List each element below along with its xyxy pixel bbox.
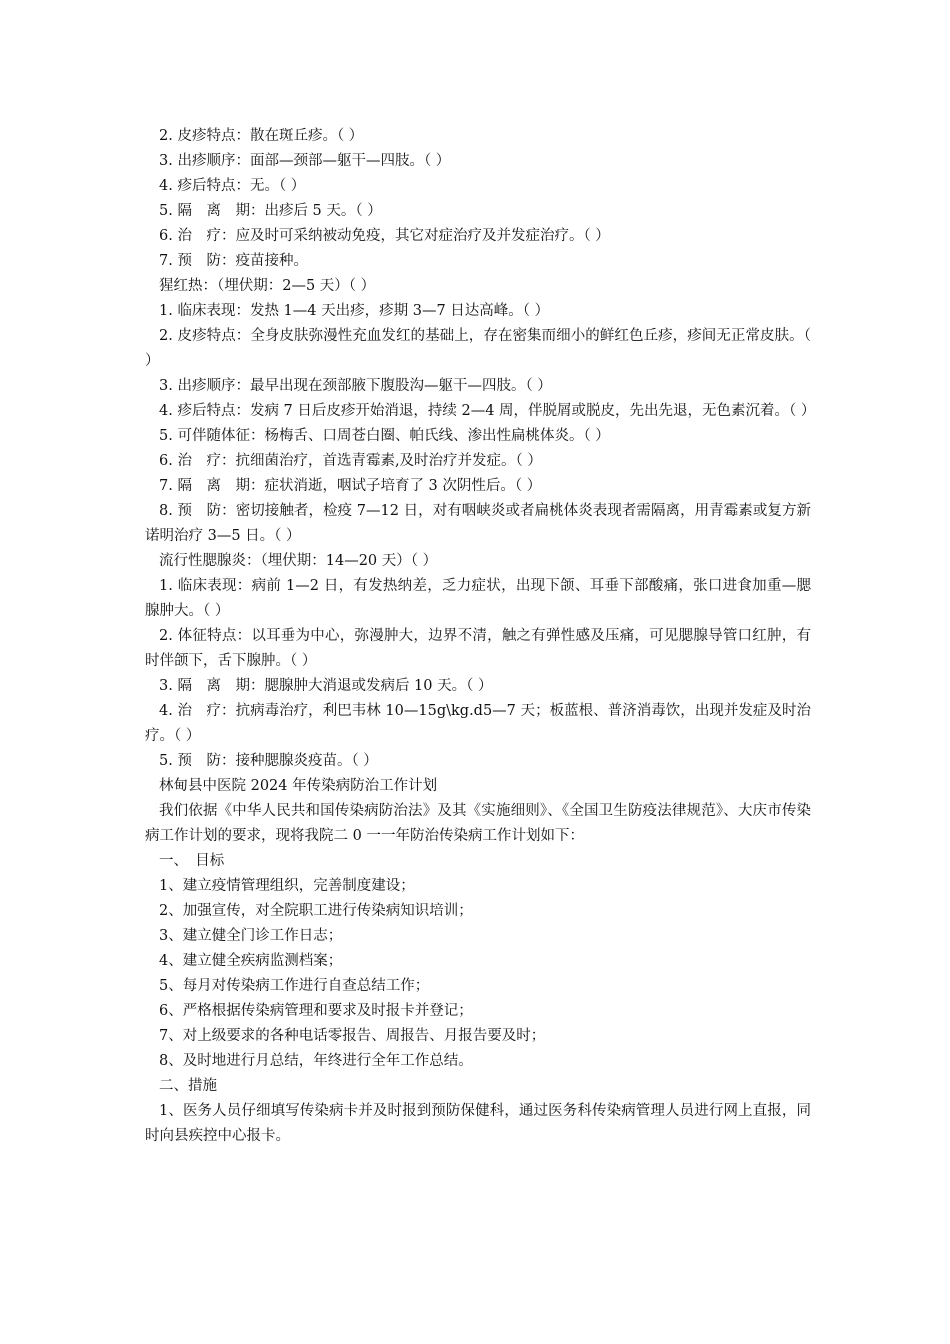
list-item: 4、建立健全疾病监测档案； <box>159 953 343 969</box>
paragraph: 我们依据《中华人民共和国传染病防治法》及其《实施细则》、《全国卫生防疫法律规范》、大庆市传染病工作计划的要求，现将我院二 0 一一年防治传染病工作计划如下： <box>145 803 811 844</box>
section-heading: 二、措施 <box>159 1078 217 1094</box>
section-heading: 流行性腮腺炎：（埋伏期：14—20 天）（ ） <box>159 553 438 569</box>
paragraph: 4. 疹后特点：发病 7 日后皮疹开始消退，持续 2—4 周，伴脱屑或脱皮，先出先退，无色素沉着。（ ） <box>159 403 816 419</box>
document-title: 林甸县中医院 2024 年传染病防治工作计划 <box>159 778 438 794</box>
paragraph: 6. 治 疗：抗细菌治疗，首选青霉素,及时治疗并发症。（ ） <box>159 453 542 469</box>
paragraph: 2. 体征特点：以耳垂为中心，弥漫肿大，边界不清，触之有弹性感及压痛，可见腮腺导管口红肿，有时伴颌下，舌下腺肿。（ ） <box>145 628 811 669</box>
list-item: 7、对上级要求的各种电话零报告、周报告、月报告要及时； <box>159 1028 546 1044</box>
paragraph: 1. 临床表现：病前 1—2 日，有发热纳差，乏力症状，出现下颌、耳垂下部酸痛，张口进食加重—腮腺肿大。（ ） <box>145 578 811 619</box>
paragraph: 4. 治 疗：抗病毒治疗，利巴韦林 10—15g\kg.d5—7 天；板蓝根、普济消毒饮，出现并发症及时治疗。（ ） <box>145 703 811 744</box>
paragraph: 7. 隔 离 期：症状消逝，咽试子培育了 3 次阴性后。（ ） <box>159 478 542 494</box>
section-heading: 猩红热：（埋伏期：2—5 天）（ ） <box>159 278 376 294</box>
list-item: 5、每月对传染病工作进行自查总结工作； <box>159 978 430 994</box>
list-item: 3、建立健全门诊工作日志； <box>159 928 343 944</box>
list-item: 1、建立疫情管理组织，完善制度建设； <box>159 878 415 894</box>
paragraph: 5. 可伴随体征：杨梅舌、口周苍白圈、帕氏线、渗出性扁桃体炎。（ ） <box>159 428 610 444</box>
list-item: 2、加强宣传，对全院职工进行传染病知识培训； <box>159 903 473 919</box>
list-item: 1、医务人员仔细填写传染病卡并及时报到预防保健科，通过医务科传染病管理人员进行网上直报，同时向县疾控中心报卡。 <box>145 1103 811 1144</box>
paragraph: 5. 隔 离 期：出疹后 5 天。（ ） <box>159 203 382 219</box>
paragraph: 3. 隔 离 期：腮腺肿大消退或发病后 10 天。（ ） <box>159 678 493 694</box>
document-body <box>145 124 816 1149</box>
section-heading: 一、 目标 <box>159 853 225 869</box>
paragraph: 6. 治 疗：应及时可采纳被动免疫，其它对症治疗及并发症治疗。（ ） <box>159 228 610 244</box>
paragraph: 3. 出疹顺序：面部—颈部—躯干—四肢。（ ） <box>159 153 451 169</box>
paragraph: 7. 预 防：疫苗接种。 <box>159 253 308 269</box>
paragraph: 2. 皮疹特点：散在斑丘疹。（ ） <box>159 128 364 144</box>
paragraph: 4. 疹后特点：无。（ ） <box>159 178 306 194</box>
paragraph: 2. 皮疹特点：全身皮肤弥漫性充血发红的基础上，存在密集而细小的鲜红色丘疹，疹间无正常皮肤。（ ） <box>145 328 811 369</box>
paragraph: 3. 出疹顺序：最早出现在颈部腋下腹股沟—躯干—四肢。（ ） <box>159 378 552 394</box>
paragraph: 1. 临床表现：发热 1—4 天出疹，疹期 3—7 日达高峰。（ ） <box>159 303 550 319</box>
paragraph: 5. 预 防：接种腮腺炎疫苗。（ ） <box>159 753 378 769</box>
list-item: 6、严格根据传染病管理和要求及时报卡并登记； <box>159 1003 473 1019</box>
list-item: 8、及时地进行月总结，年终进行全年工作总结。 <box>159 1053 473 1069</box>
paragraph: 8. 预 防：密切接触者，检疫 7—12 日，对有咽峡炎或者扁桃体炎表现者需隔离，用青霉素或复方新诺明治疗 3—5 日。（ ） <box>145 503 811 544</box>
